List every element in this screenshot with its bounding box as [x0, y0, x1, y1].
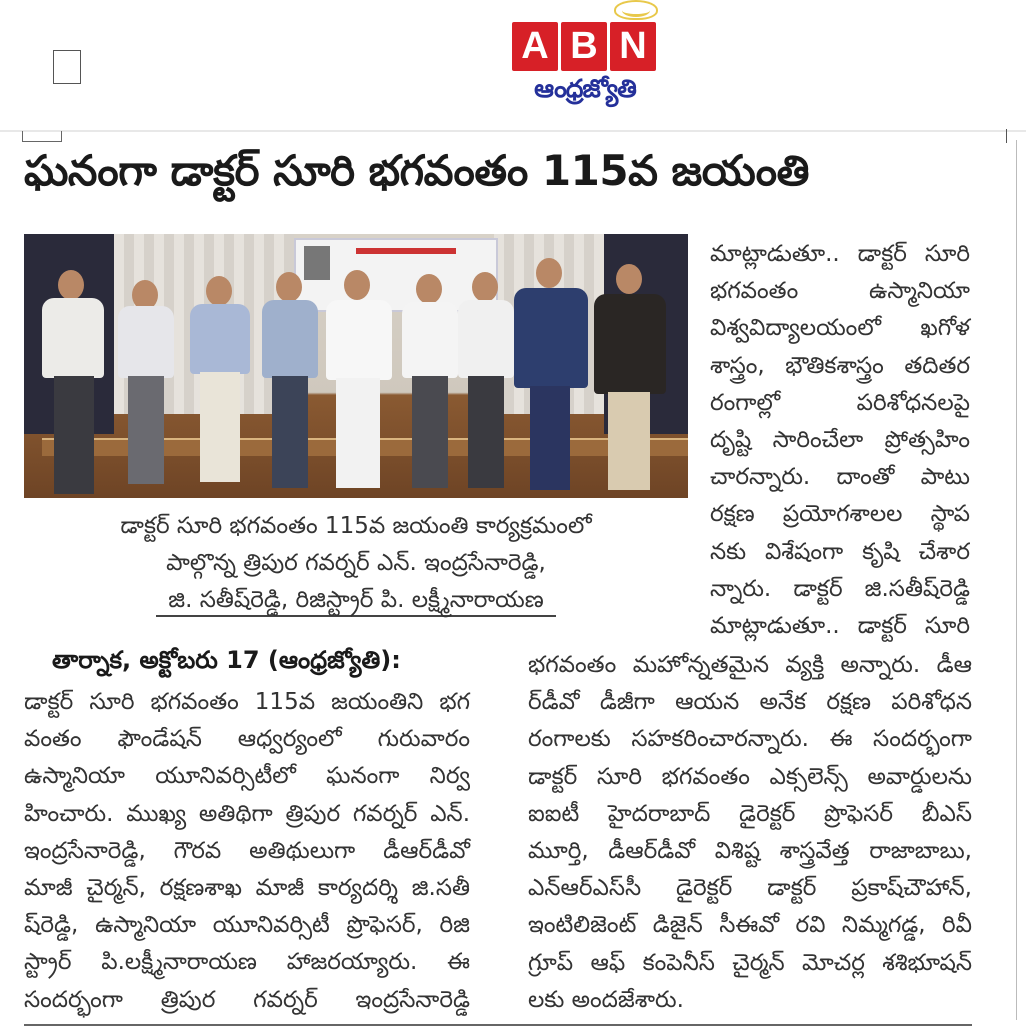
- text-line: లకు అందజేశారు.: [528, 986, 684, 1013]
- logo-subtitle: ఆంధ్రజ్యోతి: [534, 74, 636, 103]
- caption-line: పాల్గొన్న త్రిపుర గవర్నర్ ఎన్. ఇంద్రసేనారెడ్డి,: [166, 550, 546, 576]
- logo-letter: N: [610, 22, 656, 71]
- text-line: భగవంతం ఉస్మానియా: [710, 278, 970, 305]
- text-line: ష్‌రెడ్డి, ఉస్మానియా యూనివర్సిటీ ప్రొఫెసర్, రిజి: [24, 912, 470, 939]
- text-line: శాస్త్రం, భౌతికశాస్త్రం తదితర: [710, 352, 970, 379]
- caption-line: డాక్టర్ సూరి భగవంతం 115వ జయంతి కార్యక్రమంలో: [120, 513, 592, 539]
- text-line: డాక్టర్ సూరి భగవంతం ఎక్సలెన్స్ అవార్డులను: [528, 763, 972, 790]
- bottom-rule: [24, 1024, 972, 1026]
- text-line: భగవంతం మహోన్నతమైన వ్యక్తి అన్నారు. డీఆ: [528, 652, 972, 678]
- text-line: మాట్లాడుతూ.. డాక్టర్ సూరి: [710, 241, 970, 267]
- page-header: [0, 0, 1026, 130]
- text-line: ఉస్మానియా యూనివర్సిటీలో ఘనంగా నిర్వ: [24, 763, 470, 790]
- text-line: హించారు. ముఖ్య అతిథిగా త్రిపుర గవర్నర్ ఎన్.: [24, 800, 470, 827]
- text-line: ఇంటిలిజెంట్ డిజైన్ సీఈవో రవి నిమ్మగడ్డ, రివీ: [528, 912, 972, 939]
- logo-letter: A: [512, 22, 558, 71]
- abn-andhrajyothy-logo[interactable]: [510, 0, 660, 112]
- text-line: విశ్వవిద్యాలయంలో ఖగోళ: [710, 315, 970, 342]
- text-line: నకు విశేషంగా కృషి చేశార: [710, 538, 970, 565]
- text-line: రక్షణ ప్రయోగశాలల స్థాప: [710, 501, 970, 528]
- text-line: మూర్తి, డీఆర్‌డీవో విశిష్ట శాస్త్రవేత్త రాజాబాబు,: [528, 838, 972, 865]
- logo-letter: B: [561, 22, 607, 71]
- text-line: దృష్టి సారించేలా ప్రోత్సహిం: [710, 427, 970, 454]
- text-line: ఐఐటీ హైదరాబాద్ డైరెక్టర్ ప్రొఫెసర్ బీఎస్: [528, 800, 972, 827]
- text-line: రంగాల్లో పరిశోధనలపై: [710, 389, 970, 416]
- text-line: డాక్టర్ సూరి భగవంతం 115వ జయంతిని భగ: [24, 689, 470, 715]
- text-line: చారన్నారు. దాంతో పాటు: [710, 464, 970, 491]
- column-rule: [1016, 140, 1017, 1020]
- text-line: గ్రూప్ ఆఫ్ కంపెనీస్ చైర్మన్ మోచర్ల శశిభూషన్: [528, 949, 972, 976]
- photo-caption: [24, 508, 688, 619]
- logo-letters: [512, 22, 656, 71]
- text-line: మాట్లాడుతూ.. డాక్టర్ సూరి: [710, 613, 970, 640]
- logo-swirl-icon: [614, 0, 658, 20]
- text-line: సందర్భంగా త్రిపుర గవర్నర్ ఇంద్రసేనారెడ్డి: [24, 986, 470, 1013]
- text-line: వంతం ఫౌండేషన్ ఆధ్వర్యంలో గురువారం: [24, 726, 470, 753]
- text-line: రంగాలకు సహకరించారన్నారు. ఈ సందర్భంగా: [528, 726, 972, 753]
- text-line: ఎన్ఆర్ఎస్‌సీ డైరెక్టర్ డాక్టర్ ప్రకాష్‌చౌహాన్,: [528, 875, 972, 902]
- event-photo: [24, 234, 688, 498]
- text-line: న్నారు. డాక్టర్ జి.సతీష్‌రెడ్డి: [710, 575, 970, 602]
- crop-mark: [22, 131, 62, 142]
- text-line: స్ట్రార్ పి.లక్ష్మీనారాయణ హాజరయ్యారు. ఈ: [24, 949, 470, 976]
- text-line: ఇంద్రసేనారెడ్డి, గౌరవ అతిథులుగా డీఆర్‌డీవో: [24, 837, 470, 864]
- header-divider: [0, 130, 1026, 132]
- article-headline: ఘనంగా డాక్టర్ సూరి భగవంతం 115వ జయంతి: [24, 146, 809, 195]
- select-checkbox[interactable]: [53, 50, 81, 84]
- text-line: ర్‌డీవో డీజీగా ఆయన అనేక రక్షణ పరిశోధన: [528, 689, 972, 716]
- article-column-right: [710, 236, 970, 645]
- caption-line: జి. సతీష్‌రెడ్డి, రిజిస్ట్రార్ పి. లక్ష్మీనారాయణ: [156, 587, 555, 617]
- article-column-middle: [528, 647, 972, 1019]
- article-column-left: [24, 684, 470, 1019]
- text-line: మాజీ చైర్మన్, రక్షణశాఖ మాజీ కార్యదర్శి జి.సతీ: [24, 875, 470, 902]
- article-dateline: తార్నాక, అక్టోబరు 17 (ఆంధ్రజ్యోతి):: [52, 646, 401, 674]
